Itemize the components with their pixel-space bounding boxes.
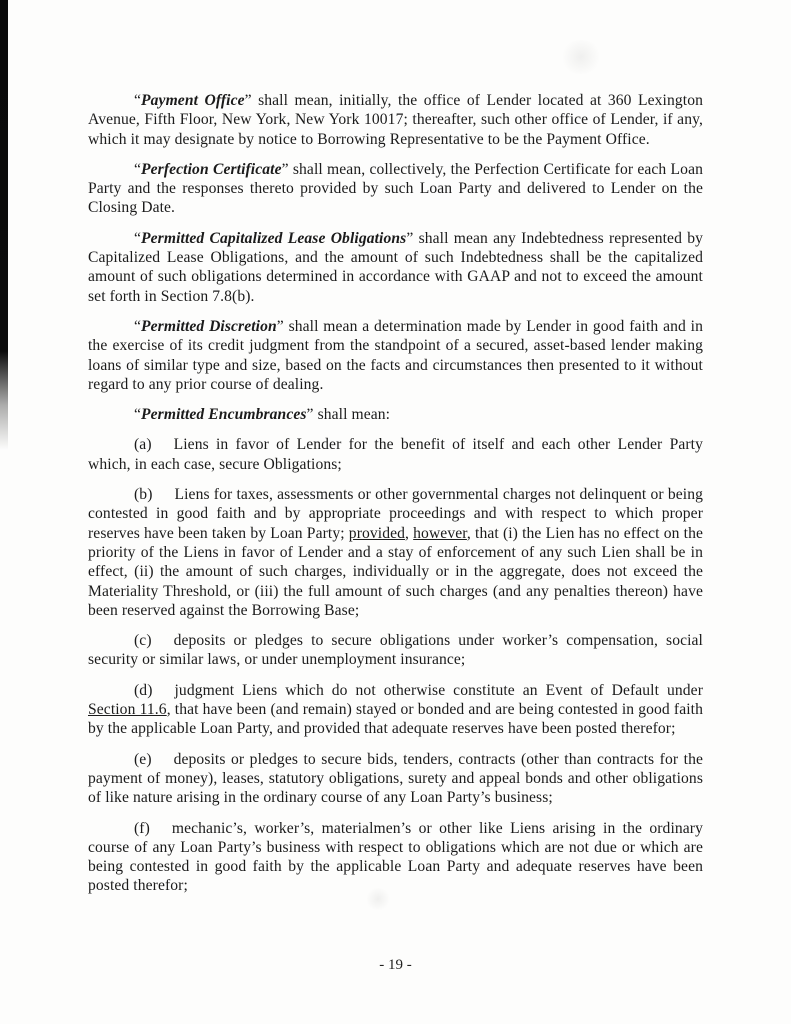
definition-perfection-certificate: “Perfection Certificate” shall mean, collectively, the Perfection Certificate for each Loan Party and the responses thereto provided by such Loan Party and delivered to Lender on the Closing Date.: [88, 160, 703, 217]
definition-permitted-discretion: “Permitted Discretion” shall mean a determination made by Lender in good faith and in the exercise of its credit judgment from the standpoint of a secured, asset-based lender making loans of similar type and size, based on the facts and circumstances then presented to it without regard to any prior course of dealing.: [88, 317, 703, 393]
clause-d: (d) judgment Liens which do not otherwise constitute an Event of Default under Section 11.6, that have been (and remain) stayed or bonded and are being contested in good faith by the applicable Loan Party, and provided that adequate reserves have been posted therefor;: [88, 681, 703, 738]
page-body: [88, 91, 703, 907]
page-number: - 19 -: [379, 957, 412, 973]
clause-c: (c) deposits or pledges to secure obligations under worker’s compensation, social security or similar laws, or under unemployment insurance;: [88, 632, 703, 669]
definition-payment-office: “Payment Office” shall mean, initially, the office of Lender located at 360 Lexington Avenue, Fifth Floor, New York, New York 10017; thereafter, such other office of Lender, if any, which it may designate by notice to Borrowing Representative to be the Payment Office.: [88, 92, 703, 148]
definition-permitted-capitalized-lease-obligations: “Permitted Capitalized Lease Obligations” shall mean any Indebtedness represented by Capitalized Lease Obligations, and the amount of such Indebtedness shall be the capitalized amount of such obligations determined in accordance with GAAP and not to exceed the amount set forth in Section 7.8(b).: [88, 229, 703, 305]
clause-f: (f) mechanic’s, worker’s, materialmen’s or other like Liens arising in the ordinary course of any Loan Party’s business with respect to obligations which are not due or which are being contested in good faith by the applicable Loan Party and adequate reserves have been posted therefor;: [88, 819, 703, 895]
scan-edge-artifact: [0, 0, 8, 450]
clause-e: (e) deposits or pledges to secure bids, tenders, contracts (other than contracts for the payment of money), leases, statutory obligations, surety and appeal bonds and other obligations of like nature arising in the ordinary course of any Loan Party’s business;: [88, 750, 703, 807]
clause-b: (b) Liens for taxes, assessments or other governmental charges not delinquent or being contested in good faith and by appropriate proceedings and with respect to which proper reserves have been taken by Loan Party; provided, however, that (i) the Lien has no effect on the priority of the Liens in favor of Lender and a stay of enforcement of any such Lien shall be in effect, (ii) the amount of such charges, individually or in the aggregate, does not exceed the Materiality Threshold, or (iii) the full amount of such charges (and any penalties thereon) have been reserved against the Borrowing Base;: [88, 486, 703, 619]
clause-a: (a) Liens in favor of Lender for the benefit of itself and each other Lender Party which, in each case, secure Obligations;: [88, 436, 703, 473]
scan-smudge: [560, 40, 602, 74]
definition-permitted-encumbrances: “Permitted Encumbrances” shall mean:: [134, 406, 391, 424]
